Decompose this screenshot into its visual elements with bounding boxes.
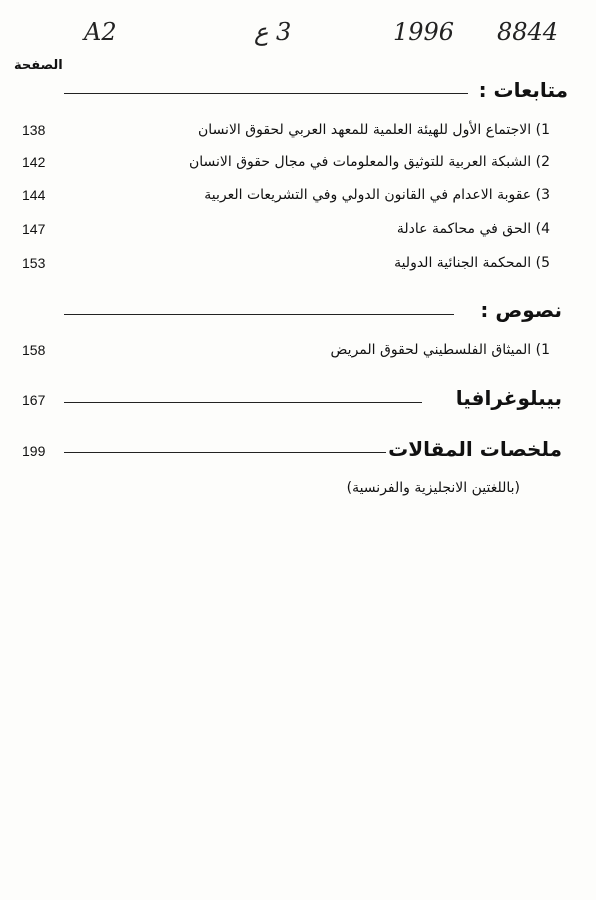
toc-entry-text: 1) الميثاق الفلسطيني لحقوق المريض xyxy=(330,342,550,358)
toc-page-number: 142 xyxy=(22,154,46,170)
toc-page-number: 138 xyxy=(22,122,46,138)
section-rule xyxy=(64,402,422,403)
abstracts-language-note: (باللغتين الانجليزية والفرنسية) xyxy=(346,480,520,496)
handwritten-annotation: A2 xyxy=(84,18,117,46)
toc-page-number: 167 xyxy=(22,392,46,408)
toc-page-number: 144 xyxy=(22,187,46,203)
handwritten-annotation: 1996 xyxy=(393,18,455,46)
section-title-texts: نصوص : xyxy=(480,298,562,322)
section-rule xyxy=(64,93,468,94)
toc-entry-text: 2) الشبكة العربية للتوثيق والمعلومات في مجال حقوق الانسان xyxy=(188,154,550,170)
toc-entry-text: 5) المحكمة الجنائية الدولية xyxy=(394,255,550,271)
section-rule xyxy=(64,452,386,453)
toc-entry-text: 4) الحق في محاكمة عادلة xyxy=(396,221,550,237)
handwritten-annotation: 8844 xyxy=(497,18,559,46)
handwritten-annotation: 3 ع xyxy=(254,18,292,46)
page-column-label: الصفحة xyxy=(14,58,63,73)
toc-row xyxy=(0,122,596,146)
section-title-bibliography: بيبلوغرافيا xyxy=(455,386,562,410)
section-rule xyxy=(64,314,454,315)
toc-row xyxy=(0,342,596,366)
toc-row xyxy=(0,154,596,178)
toc-page-number: 153 xyxy=(22,255,46,271)
toc-row xyxy=(0,187,596,211)
toc-entry-text: 1) الاجتماع الأول للهيئة العلمية للمعهد العربي لحقوق الانسان xyxy=(198,122,550,138)
section-title-abstracts: ملخصات المقالات xyxy=(388,437,562,461)
toc-page-number: 158 xyxy=(22,342,46,358)
toc-entry-text: 3) عقوبة الاعدام في القانون الدولي وفي التشريعات العربية xyxy=(204,187,550,203)
toc-row xyxy=(0,221,596,245)
toc-page-number: 199 xyxy=(22,443,46,459)
toc-page-number: 147 xyxy=(22,221,46,237)
toc-row xyxy=(0,255,596,279)
section-title-followups: متابعات : xyxy=(478,78,568,102)
